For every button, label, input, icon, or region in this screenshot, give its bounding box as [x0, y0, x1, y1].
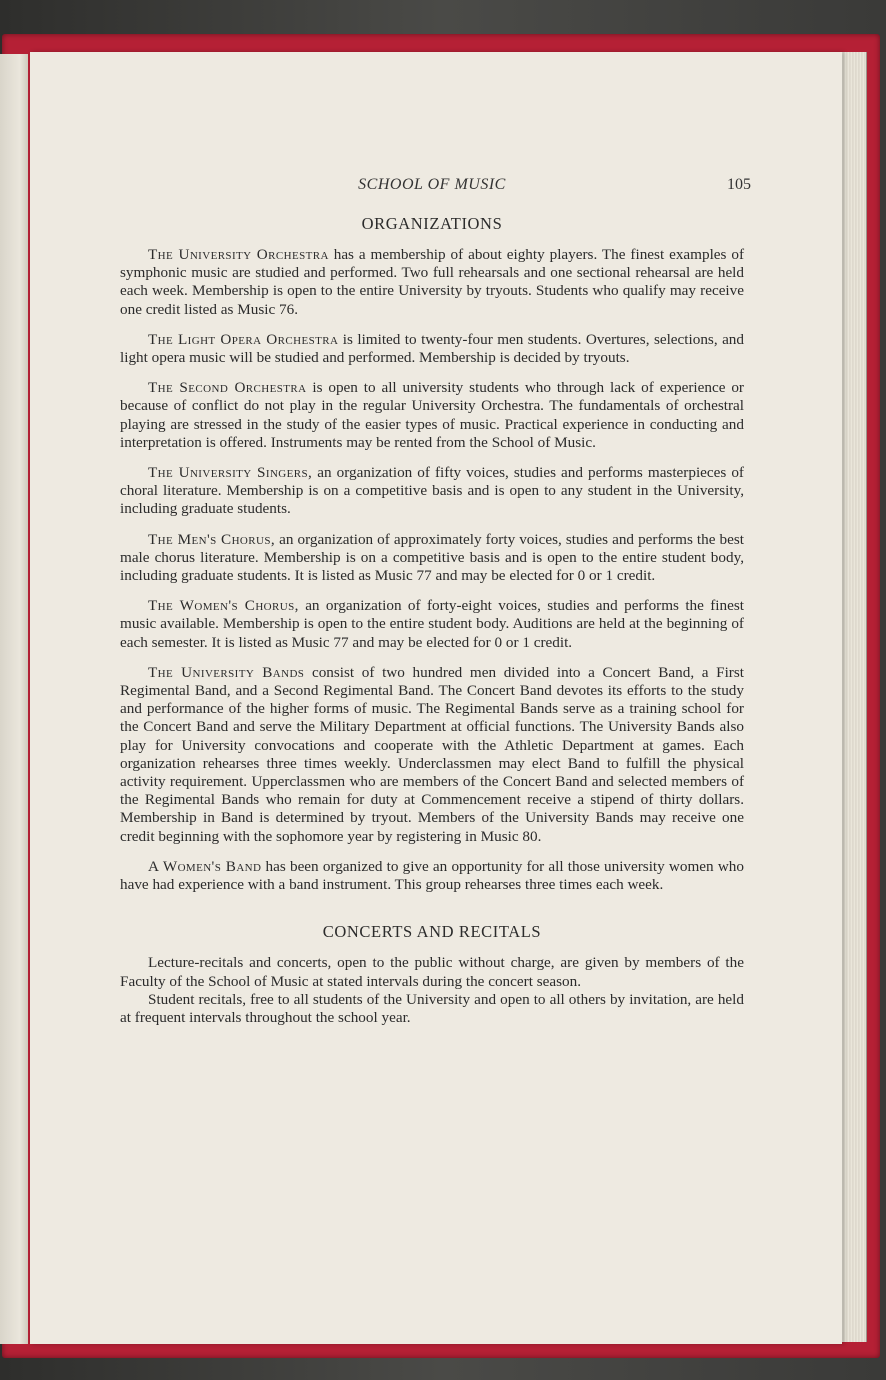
orchestra-lead: The University Orchestra — [148, 246, 329, 263]
light-opera-text: is limited to twenty-four men students. Overtures, selections, and light opera music will be studied and performed. Membership is decided by tryouts. — [120, 330, 744, 367]
light-opera-paragraph — [120, 331, 744, 367]
singers-paragraph — [120, 464, 744, 519]
light-opera-lead: The Light Opera Orchestra — [148, 330, 339, 348]
lecture-recitals-paragraph: Lecture-recitals and concerts, open to the public without charge, are given by members of the Faculty of the School of Music at stated intervals during the concert season. — [120, 954, 744, 990]
womens-band-text: has been organized to give an opportunity for all those university women who have had experience with a band instrument. This group rehearses three times each week. — [120, 857, 744, 894]
bands-text: consist of two hundred men divided into a Concert Band, a First Regimental Band, and a Second Regimental Band. The Concert Band devotes its efforts to the study and performance of the higher forms of music. The Regimental Bands serve as a training school for the Concert Band and serve the Military Department at official functions. The University Bands also play for University convocations and cooperate with the Athletic Department at games. Each organization rehearses three times weekly. Underclassmen may elect Band to fulfill the physical activity requirement. Upperclassmen who are members of the Concert Band and selected members of the Regimental Bands who remain for duty at Commencement receive a stipend of thirty dollars. Membership in Band is determined by tryout. Members of the University Bands may receive one credit beginning with the sophomore year by registering in Music 80. — [120, 663, 744, 845]
singers-text: an organization of fifty voices, studies and performs masterpieces of choral literature. Membership is on a competitive basis and is open to any student in the University, including graduate students. — [120, 464, 744, 518]
page-content — [120, 176, 751, 1027]
page-number: 105 — [727, 176, 751, 193]
student-recitals-paragraph: Student recitals, free to all students of the University and open to all others by invitation, are held at frequent intervals throughout the school year. — [120, 990, 744, 1026]
running-head-title: SCHOOL OF MUSIC — [358, 176, 506, 193]
previous-page-edge — [0, 54, 28, 1344]
orchestra-paragraph — [120, 246, 744, 319]
second-orchestra-paragraph — [120, 379, 744, 452]
womens-chorus-paragraph — [120, 597, 744, 652]
womens-band-paragraph — [120, 858, 744, 894]
womens-band-lead: A Women's Band — [148, 857, 262, 875]
book-page — [30, 52, 842, 1344]
bands-lead: The University Bands — [148, 663, 305, 681]
organizations-heading: ORGANIZATIONS — [361, 214, 503, 233]
singers-lead: The University Singers, — [148, 464, 313, 482]
womens-chorus-text: an organization of forty-eight voices, studies and performs the finest music available. Membership is open to the entire student body. Auditions are held at the beginning of each semester. It is listed as Music 77 and may be elected for 0 or 1 credit. — [120, 597, 744, 651]
second-orchestra-lead: The Second Orchestra — [148, 379, 307, 397]
orchestra-text: has a membership of about eighty players. The finest examples of symphonic music are studied and performed. Two full rehearsals and one sectional rehearsal are held each week. Membership is open to the entire University by tryouts. Students who qualify may receive one credit listed as Music 76. — [120, 246, 745, 318]
page-stack-edges — [838, 52, 867, 1342]
mens-chorus-paragraph — [120, 531, 744, 586]
concerts-heading: CONCERTS AND RECITALS — [322, 922, 542, 942]
mens-chorus-lead: The Men's Chorus, — [148, 530, 276, 548]
bands-paragraph — [120, 664, 744, 846]
mens-chorus-text: an organization of approximately forty voices, studies and performs the best male chorus literature. Membership is on a competitive basis and is open to the entire student body, including graduate students. It is listed as Music 77 and may be elected for 0 or 1 credit. — [120, 530, 744, 585]
running-head — [120, 176, 751, 200]
second-orchestra-text: is open to all university students who through lack of experience or because of conflict do not play in the regular University Orchestra. The fundamentals of orchestral playing are stressed in the study of the easier types of music. Practical experience in conducting and interpretation is offered. Instruments may be rented from the School of Music. — [120, 379, 744, 451]
womens-chorus-lead: The Women's Chorus, — [148, 597, 299, 615]
